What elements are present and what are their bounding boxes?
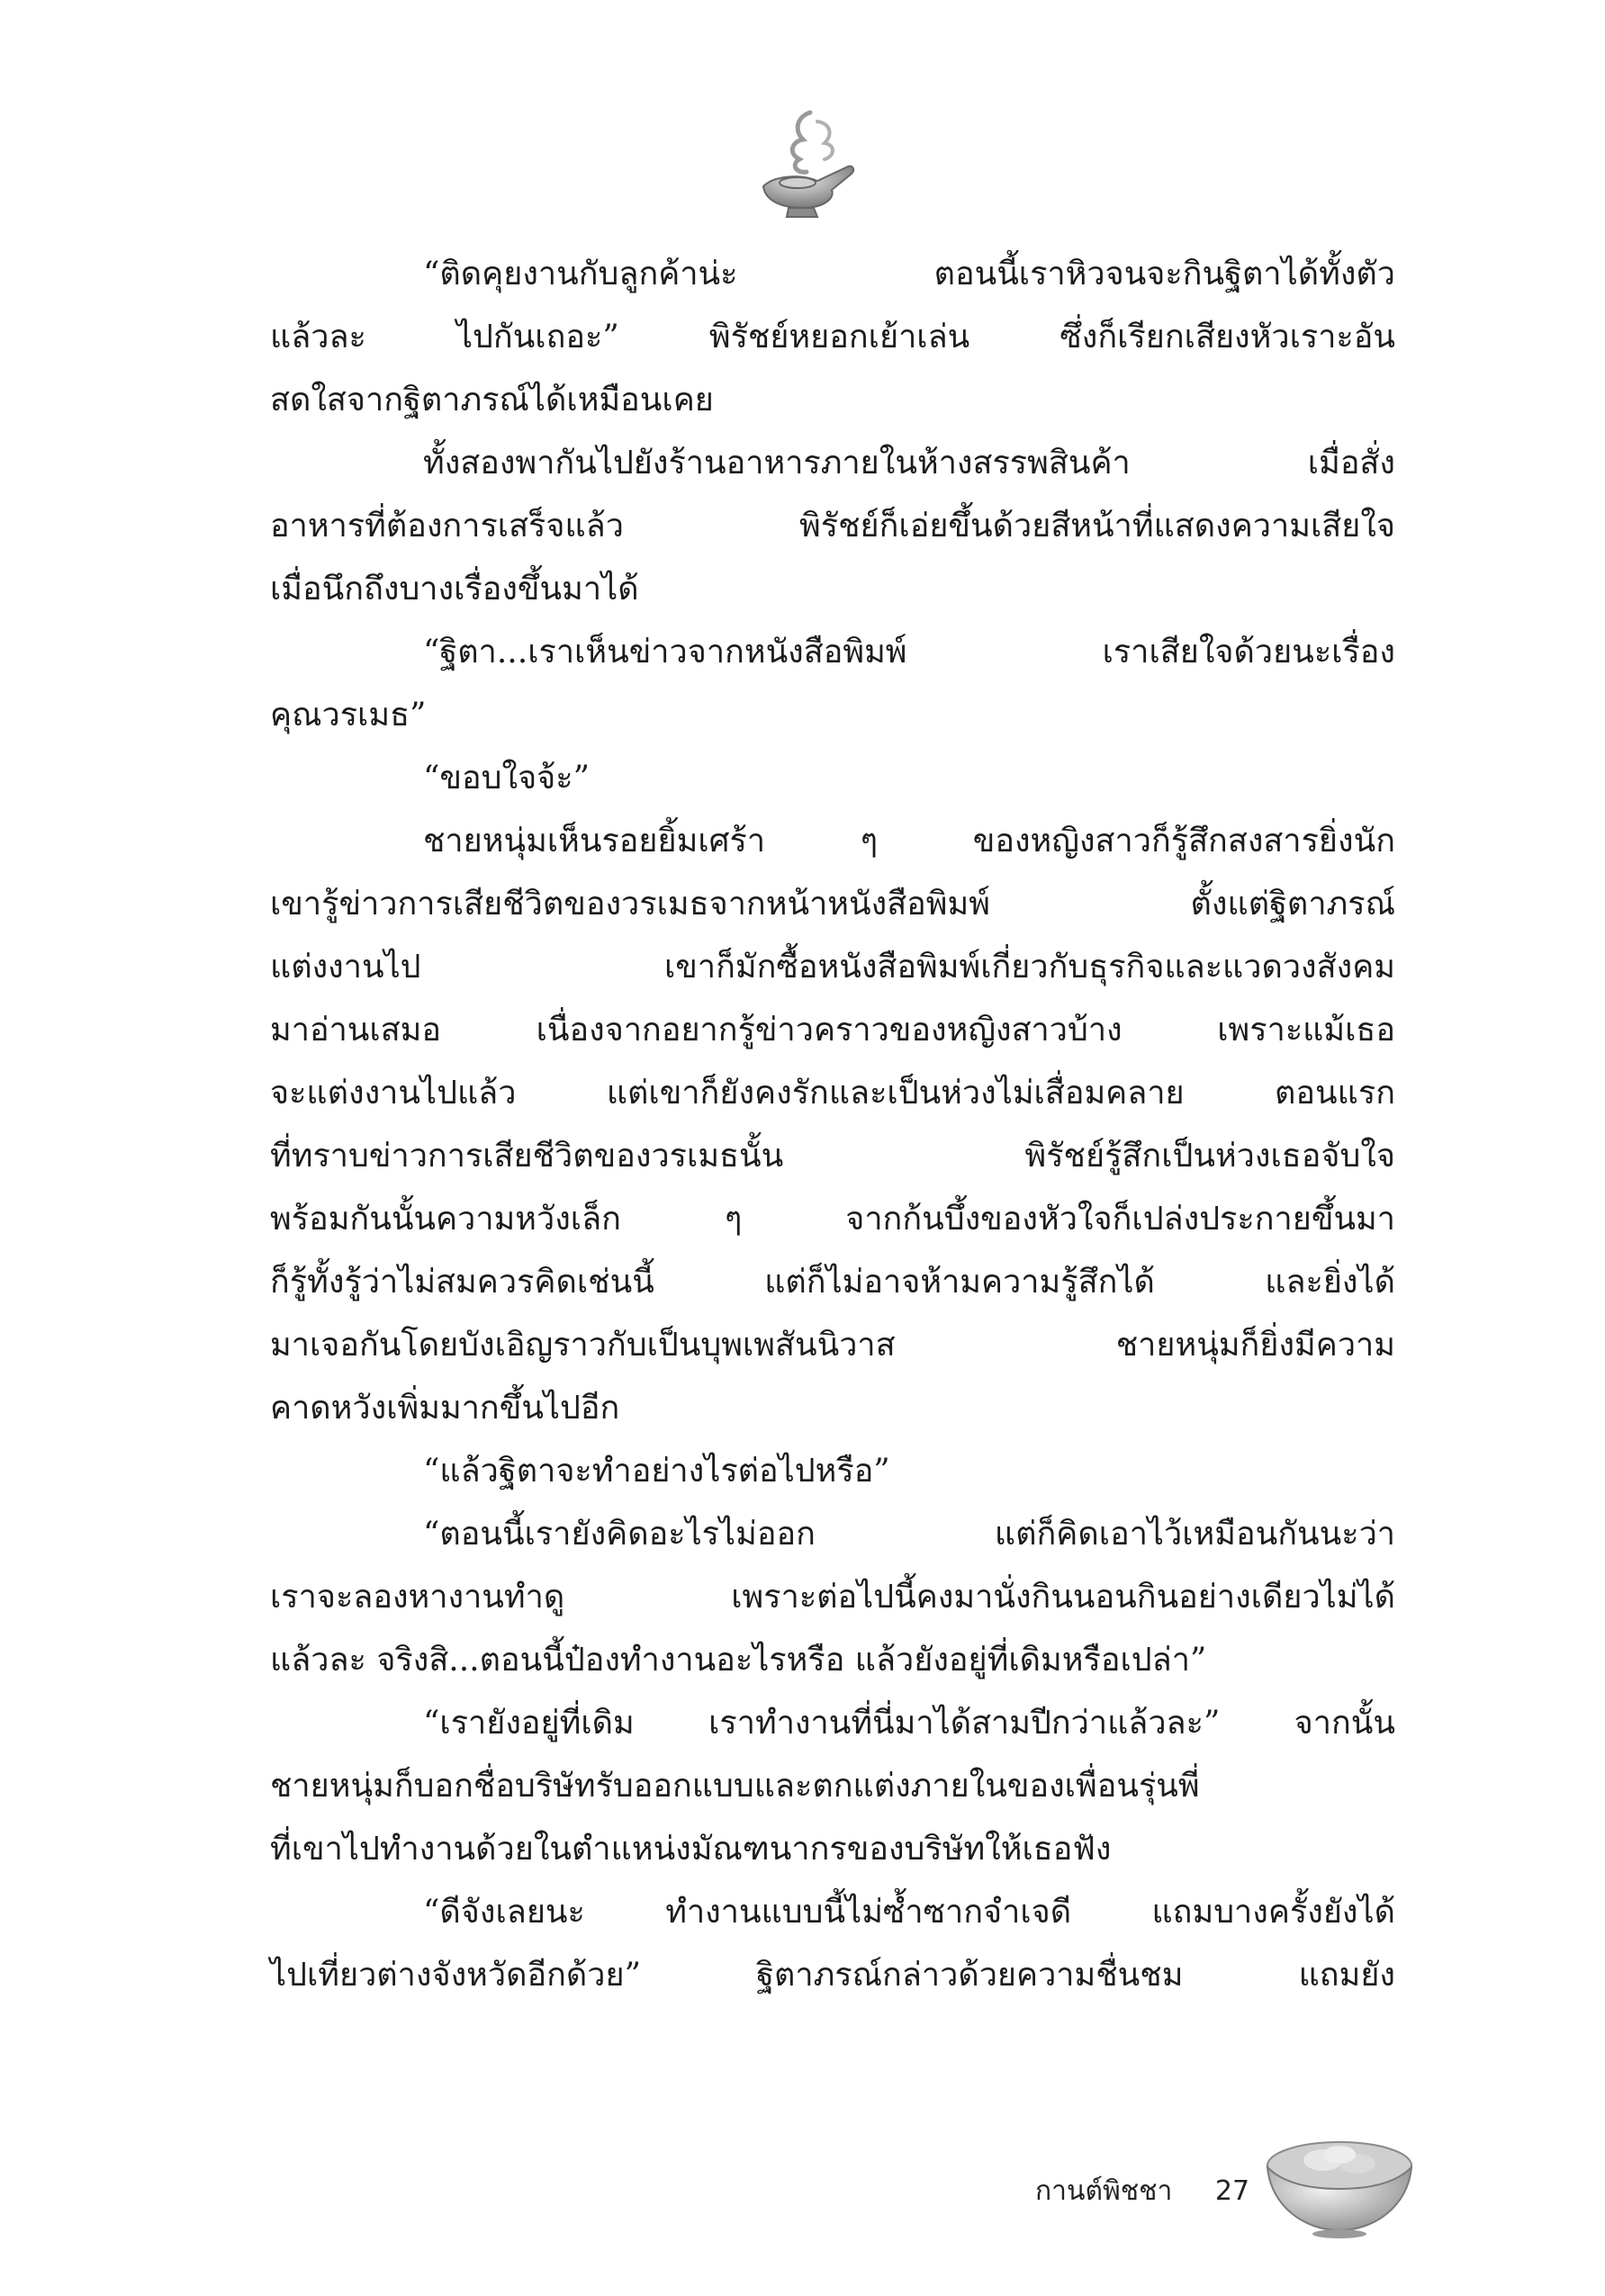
text-line: แล้วละ ไปกันเถอะ” พิรัชย์หยอกเย้าเล่น ซึ่งก็เรียกเสียงหัวเราะอัน [270, 319, 1395, 356]
text-line: มาเจอกันโดยบังเอิญราวกับเป็นบุพเพสันนิวาส ชายหนุ่มก็ยิ่งมีความ [270, 1327, 1395, 1364]
page-footer [1035, 2165, 1249, 2219]
text-line: จะแต่งงานไปแล้ว แต่เขาก็ยังคงรักและเป็นห่วงไม่เสื่อมคลาย ตอนแรก [270, 1075, 1395, 1112]
text-line: อาหารที่ต้องการเสร็จแล้ว พิรัชย์ก็เอ่ยขึ้นด้วยสีหน้าที่แสดงความเสียใจ [270, 508, 1395, 545]
text-line: เราจะลองหางานทำดู เพราะต่อไปนี้คงมานั่งกินนอนกินอย่างเดียวไม่ได้ [270, 1579, 1395, 1616]
text-line: ก็รู้ทั้งรู้ว่าไม่สมควรคิดเช่นนี้ แต่ก็ไม่อาจห้ามความรู้สึกได้ และยิ่งได้ [270, 1264, 1395, 1301]
page-number: 27 [1214, 2175, 1250, 2207]
text-line: คุณวรเมธ” [270, 697, 427, 734]
bowl-icon [1260, 2124, 1418, 2241]
text-line: เขารู้ข่าวการเสียชีวิตของวรเมธจากหน้าหนังสือพิมพ์ ตั้งแต่ฐิตาภรณ์ [270, 886, 1395, 923]
text-line: พร้อมกันนั้นความหวังเล็ก ๆ จากก้นบึ้งของหัวใจก็เปล่งประกายขึ้นมา [270, 1201, 1395, 1238]
text-line: “ดีจังเลยนะ ทำงานแบบนี้ไม่ซ้ำซากจำเจดี แถมบางครั้งยังได้ [423, 1894, 1395, 1931]
text-line: มาอ่านเสมอ เนื่องจากอยากรู้ข่าวคราวของหญิงสาวบ้าง เพราะแม้เธอ [270, 1012, 1395, 1049]
text-line: “ขอบใจจ้ะ” [423, 760, 590, 797]
footer-author: กานต์พิชชา [1035, 2175, 1173, 2207]
text-line: แต่งงานไป เขาก็มักซื้อหนังสือพิมพ์เกี่ยวกับธุรกิจและแวดวงสังคม [270, 949, 1395, 986]
text-line: ที่เขาไปทำงานด้วยในตำแหน่งมัณฑนากรของบริษัทให้เธอฟัง [270, 1831, 1112, 1868]
text-line: “เรายังอยู่ที่เดิม เราทำงานที่นี่มาได้สามปีกว่าแล้วละ” จากนั้น [423, 1705, 1395, 1742]
text-line: สดใสจากฐิตาภรณ์ได้เหมือนเคย [270, 382, 714, 419]
text-line: คาดหวังเพิ่มมากขึ้นไปอีก [270, 1390, 620, 1427]
text-line: เมื่อนึกถึงบางเรื่องขึ้นมาได้ [270, 571, 639, 608]
text-line: “แล้วฐิตาจะทำอย่างไรต่อไปหรือ” [423, 1453, 890, 1490]
text-line: “ฐิตา...เราเห็นข่าวจากหนังสือพิมพ์ เราเสียใจด้วยนะเรื่อง [423, 634, 1395, 671]
genie-lamp-icon [747, 104, 864, 225]
text-line: ชายหนุ่มเห็นรอยยิ้มเศร้า ๆ ของหญิงสาวก็รู้สึกสงสารยิ่งนัก [423, 823, 1395, 860]
body-text [270, 243, 1395, 2007]
text-line: แล้วละ จริงสิ...ตอนนี้ป๋องทำงานอะไรหรือ แล้วยังอยู่ที่เดิมหรือเปล่า” [270, 1642, 1207, 1679]
text-line: “ติดคุยงานกับลูกค้าน่ะ ตอนนี้เราหิวจนจะกินฐิตาได้ทั้งตัว [423, 256, 1395, 293]
text-line: ไปเที่ยวต่างจังหวัดอีกด้วย” ฐิตาภรณ์กล่าวด้วยความชื่นชม แถมยัง [270, 1957, 1395, 1994]
text-line: ชายหนุ่มก็บอกชื่อบริษัทรับออกแบบและตกแต่งภายในของเพื่อนรุ่นพี่ [270, 1768, 1200, 1805]
text-line: “ตอนนี้เรายังคิดอะไรไม่ออก แต่ก็คิดเอาไว้เหมือนกันนะว่า [423, 1516, 1395, 1553]
text-line: ที่ทราบข่าวการเสียชีวิตของวรเมธนั้น พิรัชย์รู้สึกเป็นห่วงเธอจับใจ [270, 1138, 1395, 1175]
text-line: ทั้งสองพากันไปยังร้านอาหารภายในห้างสรรพสินค้า เมื่อสั่ง [423, 445, 1395, 482]
